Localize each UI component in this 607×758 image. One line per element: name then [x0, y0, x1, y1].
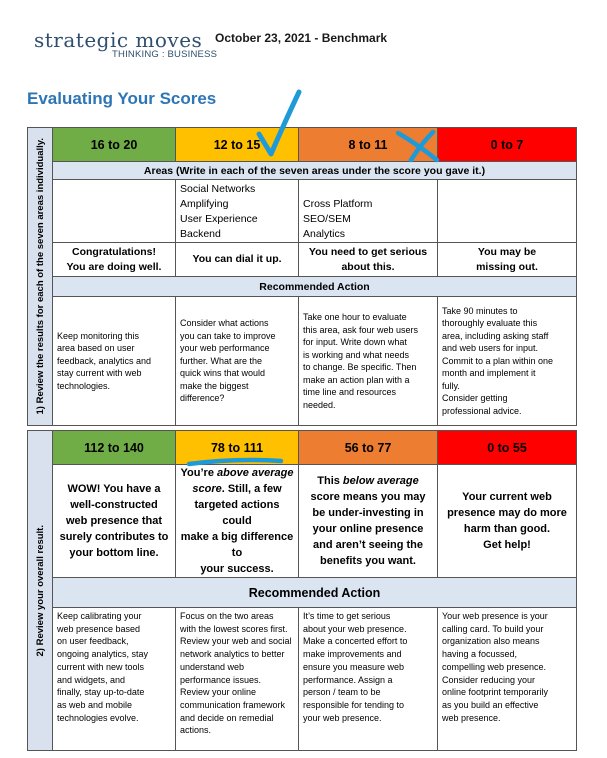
score-range-cell: 16 to 20: [53, 128, 176, 162]
company-logo: [34, 30, 217, 60]
areas-header: Areas (Write in each of the seven areas under the score you gave it.): [53, 162, 577, 180]
score-range-cell: 78 to 111: [176, 431, 299, 465]
document-date: October 23, 2021 - Benchmark: [215, 31, 388, 45]
areas-cell: [176, 180, 299, 243]
recommended-action-text: Focus on the two areas with the lowest scores first. Review your web and social network analytics to better understand web performance issues. Review your online communication framework and decide on remedial actions.: [176, 608, 299, 751]
logo-wordmark: strategic moves: [34, 28, 203, 52]
section1-side-label-cell: [28, 128, 53, 426]
recommended-action-text: Keep calibrating your web presence based on user feedback, ongoing analytics, stay current with new tools and widgets, and finally, stay up-to-date as web and mobile technologies evolve.: [53, 608, 176, 751]
area-entry: Social Networks: [180, 183, 256, 195]
recommended-action-text: Your web presence is your calling card. To build your organization also means having a focussed, compelling web presence. Consider reducing your online footprint temporarily as you build an effective web presence.: [438, 608, 577, 751]
areas-cell: [53, 180, 176, 243]
recommended-action-header: Recommended Action: [53, 578, 577, 608]
score-message: You need to get serious about this.: [299, 243, 438, 277]
area-entry: Analytics: [303, 228, 346, 240]
recommended-action-text: Keep monitoring this area based on user feedback, analytics and stay current with web technologies.: [53, 297, 176, 426]
area-entry: Backend: [180, 228, 221, 240]
recommended-action-text: Take one hour to evaluate this area, ask four web users for input. Write down what is working and what needs to change. Be specific. Then make an action plan with a time line and resources needed.: [299, 297, 438, 426]
area-entry: Amplifying: [180, 198, 229, 210]
section2-side-label-cell: [28, 431, 53, 751]
score-message: You can dial it up.: [176, 243, 299, 277]
area-entry: SEO/SEM: [303, 213, 351, 225]
score-message: You may be missing out.: [438, 243, 577, 277]
scores-table-areas: [27, 127, 577, 426]
score-message: Congratulations! You are doing well.: [53, 243, 176, 277]
score-range-cell: 8 to 11: [299, 128, 438, 162]
areas-cell: [438, 180, 577, 243]
recommended-action-text: Take 90 minutes to thoroughly evaluate this area, including asking staff and web users for input. Commit to a plan within one month and implement it fully. Consider getting professional advice.: [438, 297, 577, 426]
page-title: Evaluating Your Scores: [27, 89, 217, 108]
section2-side-label: 2) Review your overall result.: [34, 524, 46, 657]
score-range-cell: 0 to 55: [438, 431, 577, 465]
recommended-action-text: It’s time to get serious about your web presence. Make a concerted effort to make improvements and ensure you measure web performance. Assign a person / team to be responsible for tending to your web presence.: [299, 608, 438, 751]
logo-tagline: THINKING : BUSINESS: [112, 49, 218, 60]
area-entry: Cross Platform: [303, 198, 373, 210]
score-range-cell: 56 to 77: [299, 431, 438, 465]
score-message: WOW! You have a well-constructed web presence that surely contributes to your bottom line.: [53, 465, 176, 578]
recommended-action-text: Consider what actions you can take to improve your web performance further. What are the quick wins that would make the biggest difference?: [176, 297, 299, 426]
scores-table-overall: [27, 430, 577, 751]
score-message: This below average score means you may be under-investing in your online presence and aren’t seeing the benefits you want.: [299, 465, 438, 578]
recommended-action-header: Recommended Action: [53, 277, 577, 297]
section1-side-label: 1) Review the results for each of the seven areas individually.: [34, 138, 46, 415]
score-range-cell: 0 to 7: [438, 128, 577, 162]
score-message: Your current web presence may do more harm than good. Get help!: [438, 465, 577, 578]
areas-cell: [299, 180, 438, 243]
score-message: You’re above average score. Still, a few targeted actions could make a big difference to your success.: [176, 465, 299, 578]
score-range-cell: 12 to 15: [176, 128, 299, 162]
area-entry: User Experience: [180, 213, 258, 225]
score-range-cell: 112 to 140: [53, 431, 176, 465]
